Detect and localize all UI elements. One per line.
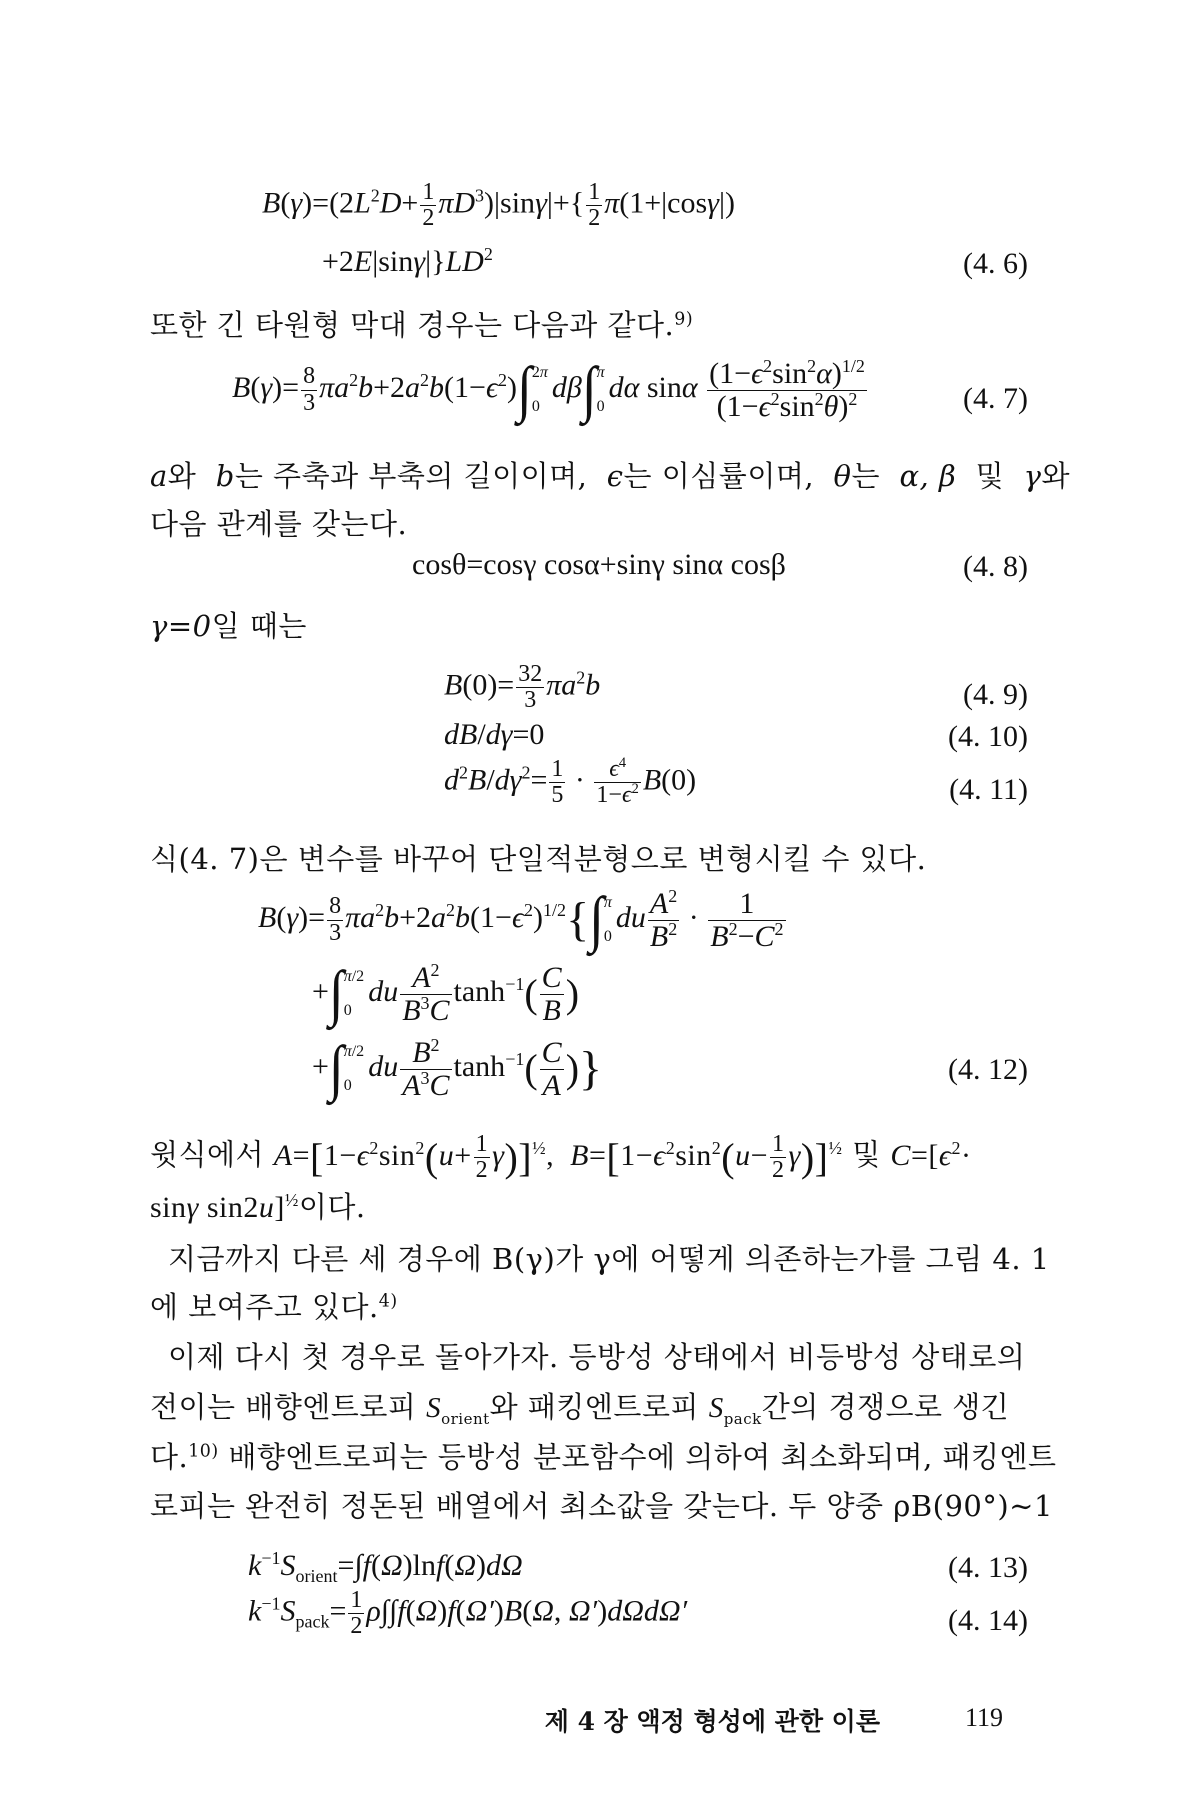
paragraph-so-far: 지금까지 다른 세 경우에 B(γ)가 γ에 어떻게 의존하는가를 그림 4. 1 xyxy=(168,1242,1050,1276)
equation-4-9: B(0)= $\frac{32}{3}$ $\pi a^2b$ xyxy=(444,661,601,714)
paragraph-ellipse xyxy=(150,308,694,342)
var-epsilon: ϵ xyxy=(606,459,624,493)
paragraph-back-line1: 이제 다시 첫 경우로 돌아가자. 등방성 상태에서 비등방성 상태로의 xyxy=(168,1340,1026,1374)
equation-number-4-13: (4. 13) xyxy=(948,1551,1028,1584)
equation-4-12-line1: B(γ)= $\frac{8}{3}$ $\pi a^2b+2a^2b(1-\epsilon^2)^{1/2}\{\int$ π 0 du $\frac{A^2}{B^2}$ · $\frac{1}{B^2-C^2}$ xyxy=(258,884,784,954)
var-gamma: γ xyxy=(1023,459,1042,493)
var-alpha-beta: α, β xyxy=(899,459,957,493)
equation-4-13: $k^{-1}S_{orient}=\int f(\Omega)\ln f(\Omega)d\Omega$ xyxy=(248,1548,523,1586)
reference-9: 9) xyxy=(674,309,694,330)
equation-number-4-10: (4. 10) xyxy=(948,720,1028,753)
equation-number-4-14: (4. 14) xyxy=(948,1604,1028,1637)
text-with-2: 와 xyxy=(1041,459,1070,493)
equation-4-14: $k^{-1}S_{pack}=$ $\frac{1}{2}$ ρ∫∫f(Ω)f(Ω′)B(Ω, Ω′)dΩdΩ′ xyxy=(248,1587,688,1640)
text-back2c: 간의 경쟁으로 생긴 xyxy=(761,1390,1010,1424)
equation-4-12-line2: +∫ π/2 0 du $\frac{A^2}{B^3C}$ $\tanh^{-1}$( $\frac{C}{B}$ ) xyxy=(312,958,580,1028)
paragraph-shown xyxy=(150,1290,398,1324)
gamma-zero-text: 일 때는 xyxy=(211,609,307,643)
text-and-2: 및 xyxy=(852,1137,881,1172)
equation-4-11: $d^2B/d\gamma^2=$ $\frac{1}{5}$ · $\frac{\epsilon^4}{1-\epsilon^2}$ B(0) xyxy=(444,755,697,809)
equation-number-4-12: (4. 12) xyxy=(948,1053,1028,1086)
paragraph-shown-text: 에 보여주고 있다. xyxy=(150,1290,379,1324)
equation-number-4-8: (4. 8) xyxy=(963,550,1028,583)
var-b: b xyxy=(215,459,235,493)
equation-4-7: B(γ)= $\frac{8}{3}$ $\pi a^2b+2a^2b(1-\epsilon^2)\int$ 2π 0 dβ∫ π 0 dα sinα $\frac{(1-\epsilon^2\sin^2\alpha)^{1/2}}{(1-\epsilon^2\sin^2\theta)^2}$ xyxy=(232,354,865,424)
paragraph-definitions: 윗식에서 $A=[1-\epsilon^2\sin^2(u+$ $\frac{1}{2}$ γ)]$^{\frac{1}{2}}$, $B=[1-\epsilon^2\sin^2(u-$ $\frac{1}{2}$ γ)]$^{\frac{1}{2}}$ 및 $C=[\epsilon^2\cdot$ xyxy=(150,1131,972,1184)
equation-number-4-11: (4. 11) xyxy=(949,773,1028,806)
var-theta: θ xyxy=(833,459,852,493)
equation-4-6-line2: $+2E|\sin\gamma|\}LD^2$ xyxy=(322,244,493,278)
equation-number-4-9: (4. 9) xyxy=(963,678,1028,711)
chapter-footer: 제 4 장 액정 형성에 관한 이론 xyxy=(544,1707,880,1736)
text-is-2: 이다. xyxy=(298,1190,366,1224)
equation-4-6-line1: $B(\gamma)=(2L^2D+$ $\frac{1}{2}$ $\pi D^3)|\sin\gamma|+${ $\frac{1}{2}$ π(1+|cosγ|) xyxy=(262,179,735,232)
equation-4-10: dB/dγ=0 xyxy=(444,718,545,751)
text-and: 및 xyxy=(975,459,1005,493)
text-eccentricity: 는 이심률이며, xyxy=(623,459,815,493)
paragraph-back-line2: 전이는 배향엔트로피 $S_{orient}$와 패킹엔트로피 $S_{pack}$간의 경쟁으로 생긴 xyxy=(150,1390,1010,1428)
paragraph-transform: 식(4. 7)은 변수를 바꾸어 단일적분형으로 변형시킬 수 있다. xyxy=(150,842,927,876)
text-is: 는 xyxy=(851,459,880,493)
text-with-1: 와 xyxy=(167,459,197,493)
text-back3b: 배향엔트로피는 등방성 분포함수에 의하여 최소화되며, 패킹엔트 xyxy=(228,1440,1057,1474)
paragraph-relation: 다음 관계를 갖는다. xyxy=(150,507,408,541)
equation-4-8: cosθ=cosγ cosα+sinγ sinα cosβ xyxy=(412,548,786,581)
equation-number-4-6: (4. 6) xyxy=(963,247,1028,280)
text-where: 윗식에서 xyxy=(150,1137,265,1172)
text-back2b: 와 패킹엔트로피 xyxy=(489,1390,699,1424)
equation-number-4-7: (4. 7) xyxy=(963,382,1028,415)
paragraph-definitions-cont: sinγ sin2u]$^{\frac{1}{2}}$이다. xyxy=(150,1190,366,1224)
reference-10: 10) xyxy=(188,1441,219,1462)
text-back2a: 전이는 배향엔트로피 xyxy=(150,1390,417,1424)
text-axes-desc: 는 주축과 부축의 길이이며, xyxy=(234,459,588,493)
equation-4-12-line3: +∫ π/2 0 du $\frac{B^2}{A^3C}$ $\tanh^{-1}$( $\frac{C}{A}$ )} xyxy=(312,1033,603,1103)
paragraph-back-line4: 로피는 완전히 정돈된 배열에서 최소값을 갖는다. 두 양중 ρB(90°)∼1 xyxy=(150,1489,1053,1523)
reference-4: 4) xyxy=(378,1291,398,1312)
var-a: a xyxy=(150,459,168,493)
paragraph-axes xyxy=(150,459,1070,493)
paragraph-gamma-zero xyxy=(150,609,307,643)
paragraph-back-line3 xyxy=(150,1440,1057,1474)
paragraph-ellipse-text: 또한 긴 타원형 막대 경우는 다음과 같다. xyxy=(150,308,675,342)
page-number: 119 xyxy=(965,1703,1004,1732)
text-back3: 다. xyxy=(150,1440,189,1474)
gamma-zero: γ=0 xyxy=(150,609,212,643)
